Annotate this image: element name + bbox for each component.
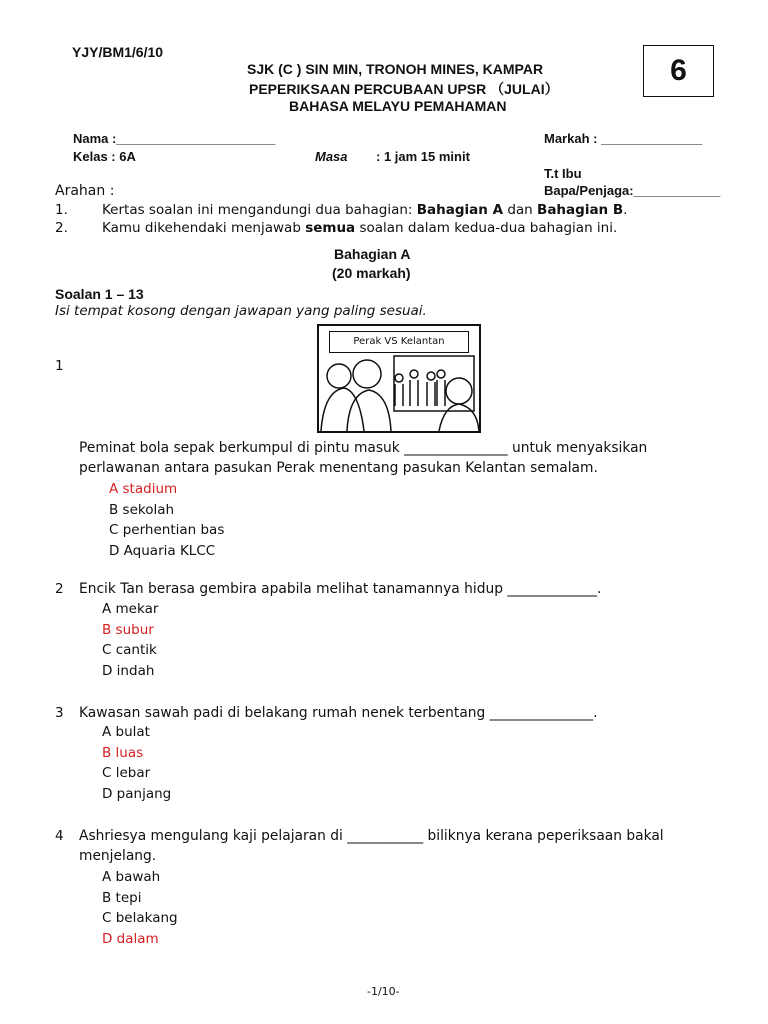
question-text: Encik Tan berasa gembira apabila melihat tanamannya hidup _____________. (79, 581, 602, 597)
question-number: 4 (55, 828, 64, 844)
option-b[interactable]: B subur (102, 621, 154, 638)
instruction-1 (55, 202, 628, 218)
option-d[interactable]: D indah (102, 663, 155, 680)
option-d[interactable]: D panjang (102, 786, 172, 803)
option-a[interactable]: A bawah (102, 869, 161, 885)
option-b[interactable]: B sekolah (109, 501, 175, 518)
nama-field: Nama :______________________ (73, 131, 276, 146)
t: semua (305, 220, 356, 236)
question-1-illustration (317, 324, 481, 433)
t: dan (503, 202, 538, 218)
markah-field: Markah : ______________ (544, 131, 703, 146)
masa-value: : 1 jam 15 minit (376, 149, 470, 164)
option-c[interactable]: C belakang (102, 910, 178, 927)
signature-label-2: Bapa/Penjaga:____________ (544, 183, 721, 198)
page-number: -1/10- (367, 985, 400, 998)
section-marks: (20 markah) (332, 265, 411, 281)
text (102, 202, 627, 218)
question-text: Kawasan sawah padi di belakang rumah nenek terbentang _______________. (79, 705, 598, 721)
question-text: Ashriesya mengulang kaji pelajaran di ___________ biliknya kerana peperiksaan bakal (79, 828, 664, 844)
option-c[interactable]: C lebar (102, 765, 151, 782)
instruction-2 (55, 220, 618, 236)
num: 2. (55, 220, 68, 236)
paper-code: YJY/BM1/6/10 (72, 44, 164, 60)
school-name: SJK (C ) SIN MIN, TRONOH MINES, KAMPAR (247, 61, 544, 77)
question-text: Peminat bola sepak berkumpul di pintu masuk _______________ untuk menyaksikan (79, 440, 648, 456)
t: Bahagian A (416, 202, 504, 218)
t: Kamu dikehendaki menjawab (102, 220, 306, 236)
section-title: Bahagian A (334, 246, 411, 262)
option-c[interactable]: C cantik (102, 642, 157, 659)
arahan-title: Arahan : (55, 183, 115, 199)
option-a[interactable]: A mekar (102, 601, 159, 617)
text (102, 220, 617, 236)
option-c[interactable]: C perhentian bas (109, 522, 225, 539)
question-number: 2 (55, 581, 64, 597)
option-a[interactable]: A stadium (109, 481, 178, 497)
question-number: 3 (55, 705, 64, 721)
exam-title: PEPERIKSAAN PERCUBAAN UPSR （JULAI） (249, 81, 559, 97)
t: Kertas soalan ini mengandungi dua bahagian: (102, 202, 417, 218)
option-d[interactable]: D dalam (102, 931, 159, 948)
option-a[interactable]: A bulat (102, 724, 150, 740)
masa-label: Masa (315, 149, 348, 164)
question-range: Soalan 1 – 13 (55, 286, 144, 302)
paper-number-box: 6 (643, 45, 714, 97)
section-instruction: Isi tempat kosong dengan jawapan yang paling sesuai. (55, 303, 427, 319)
option-b[interactable]: B tepi (102, 889, 142, 906)
num: 1. (55, 202, 68, 218)
t: . (623, 202, 628, 218)
subject-title: BAHASA MELAYU PEMAHAMAN (289, 98, 507, 114)
t: soalan dalam kedua-dua bahagian ini. (355, 220, 618, 236)
question-number: 1 (55, 358, 64, 374)
signature-label-1: T.t Ibu (544, 166, 582, 181)
image-banner: Perak VS Kelantan (329, 331, 469, 353)
t: Bahagian B (537, 202, 624, 218)
question-text-cont: menjelang. (79, 848, 157, 864)
option-d[interactable]: D Aquaria KLCC (109, 543, 216, 560)
kelas-field: Kelas : 6A (73, 149, 136, 164)
question-text-cont: perlawanan antara pasukan Perak menentang pasukan Kelantan semalam. (79, 460, 598, 476)
option-b[interactable]: B luas (102, 744, 144, 761)
